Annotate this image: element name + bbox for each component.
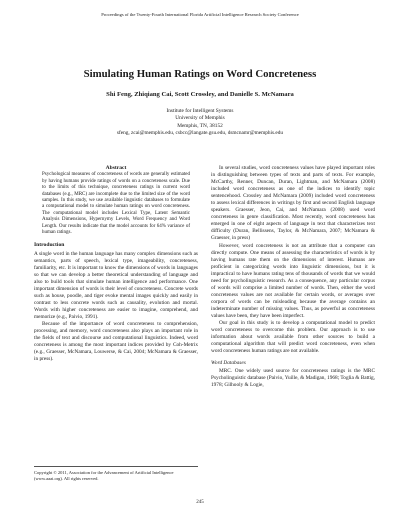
left-column <box>34 165 198 363</box>
abstract-text: Psychological measures of concreteness of words are generally estimated by having humans provide ratings of words on a concreteness scale. Due to the limits of this technique, concreteness ratings in current word databases (e.g., MRC) are incomplete due to the limited size of the word samples. In this study, we use available linguistic databases to formulate a computational model to simulate human ratings on word concreteness. The computational model includes Lexical Type, Latent Semantic Analysis Dimensions, Hypernymy Levels, Word Frequency and Word Length. Our results indicate that the model accounts for 64% variance of human ratings. <box>42 172 190 236</box>
affiliation-block <box>0 108 400 138</box>
word-databases-heading: Word Databases <box>211 360 246 367</box>
abstract <box>34 165 198 236</box>
author-list: Shi Feng, Zhiqiang Cai, Scott Crossley, and Danielle S. McNamara <box>106 91 294 98</box>
right-paragraph-4: MRC. One widely used source for concreteness ratings is the MRC Psycholinguistic database (Paivio, Yuille, & Madigan, 1968; Toglia & Battig, 1978; Gilhooly & Logie, <box>211 368 375 389</box>
affiliation-university: University of Memphis <box>175 115 225 122</box>
affiliation-city: Memphis, TN, 38152 <box>177 122 223 129</box>
right-paragraph-3: Our goal in this study is to develop a computational model to predict word concreteness to overcome this problem. Our approach is to use information about words available from other sources to build a computational algorithm that will predict word concreteness, even when word concreteness human ratings are not available. <box>211 320 375 355</box>
introduction-heading: Introduction <box>34 242 65 249</box>
introduction-paragraph-1: A single word in the human language has many complex dimensions such as semantics, parts of speech, lexical type, imageability, concreteness, familiarity, etc. It is important to know the dimensions of words in languages so that we can develop a better theoretical understanding of language and also to build tools that simulate human intelligence and performance. One important dimension of words is their level of concreteness. Concrete words such as house, poodle, and tiger evoke mental images quickly and easily in contrast to less concrete words such as causality, evolution and mortal. Words with higher concreteness are easier to imagine, comprehend, and memorize (e.g., Paivio, 1991). <box>34 250 198 320</box>
page-number: 245 <box>196 500 204 505</box>
introduction-paragraph-2: Because of the importance of word concreteness to comprehension, processing, and memory, word concreteness also plays an important role in the fields of text and discourse and computational linguistics. Indeed, word concreteness is among the most important indices provided by Coh-Metrix (e.g., Graesser, McNamara, Louwerse, & Cai, 2004; McNamara & Graesser, in press). <box>34 320 198 363</box>
copyright-notice: Copyright © 2011, Association for the Advancement of Artificial Intelligence (www.aaai.org). All rights reserved. <box>34 466 198 482</box>
right-column <box>211 165 375 389</box>
right-paragraph-1: In several studies, word concreteness values have played important roles in distinguishing between types of texts and parts of texts. For example, McCarthy, Renner, Duncan, Duran, Lightman, and McNamara (2008) included word concreteness as one of the indices to identify topic sentencehood. Crossley and McNamara (2009) included word concreteness to assess lexical differences in writings by first and second English language speakers. Graesser, Jeon, Cai, and McNamara (2008) used word concreteness in genre classification. Most recently, word concreteness has emerged in one of eight aspects of language in text that characterizes text difficulty (Duran, Bellissens, Taylor, & McNamara, 2007; McNamara & Graesser, in press) <box>211 165 375 242</box>
right-paragraph-2: However, word concreteness is not an attribute that a computer can directly compute. One means of assessing the characteristics of words is by having humans rate them on the dimensions of interest. Humans are proficient in categorizing words into linguistic dimensions, but it is impractical to have humans rating tens of thousands of words that we would need for psycholinguistic research. As a consequence, any particular corpus of words will comprise a limited number of words. Then, either the word concreteness values are not available for certain words, or averages over corpora of words can be misleading because the average contains an indeterminate number of missing values. Thus, as powerful as concreteness values have been, they have been imperfect. <box>211 242 375 319</box>
running-head: Proceedings of the Twenty-Fourth International Florida Artificial Intelligence Research Society Conference <box>101 12 299 17</box>
paper-title: Simulating Human Ratings on Word Concreteness <box>83 68 317 80</box>
affiliation-emails: sfeng, zcai@memphis.edu, csbcc@langate.gsu.edu, dsmcnamr@memphis.edu <box>116 130 284 137</box>
affiliation-institute: Institute for Intelligent Systems <box>166 108 234 114</box>
abstract-heading: Abstract <box>105 165 127 171</box>
